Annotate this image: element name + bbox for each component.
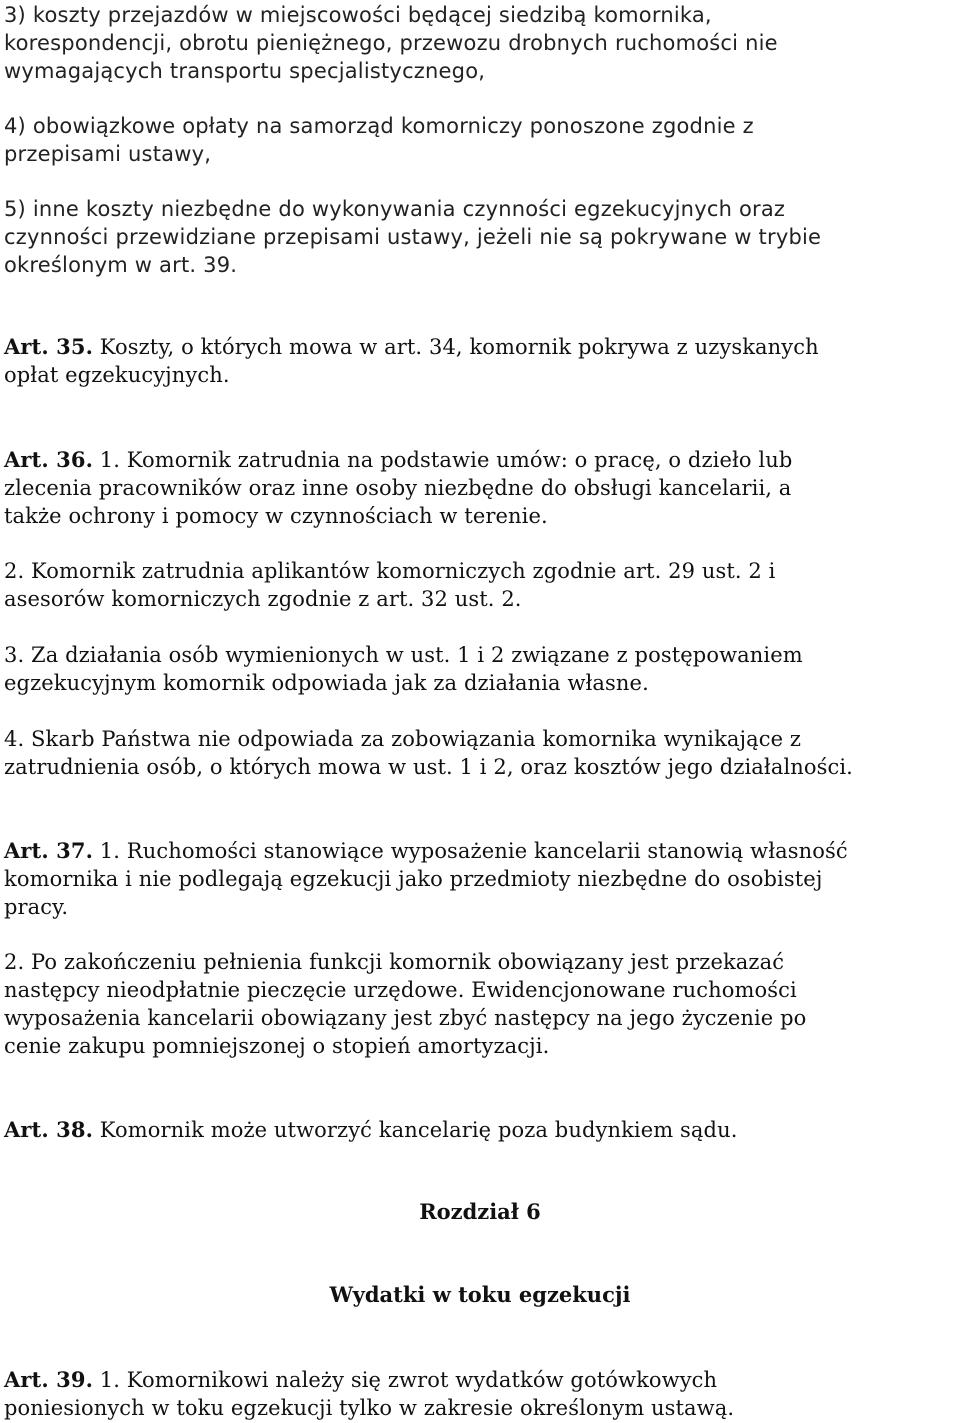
article-37-label: Art. 37. bbox=[4, 838, 94, 863]
article-38-label: Art. 38. bbox=[4, 1117, 94, 1142]
item-3-line-1: 3) koszty przejazdów w miejscowości będącej siedzibą komornika, bbox=[4, 3, 712, 27]
item-3-line-2: korespondencji, obrotu pieniężnego, przewozu drobnych ruchomości nie bbox=[4, 31, 778, 55]
article-36-s2-line-1: 2. Komornik zatrudnia aplikantów komorniczych zgodnie art. 29 ust. 2 i bbox=[4, 559, 776, 583]
article-36-s1-text-1: 1. Komornik zatrudnia na podstawie umów: o pracę, o dzieło lub bbox=[93, 448, 793, 472]
article-36-section-2 bbox=[4, 557, 775, 613]
item-4-line-1: 4) obowiązkowe opłaty na samorząd komorniczy ponoszone zgodnie z bbox=[4, 114, 754, 138]
item-5-line-2: czynności przewidziane przepisami ustawy, jeżeli nie są pokrywane w trybie bbox=[4, 225, 822, 249]
article-35 bbox=[4, 333, 819, 389]
article-39-line-1 bbox=[4, 1366, 734, 1394]
article-37-section-2 bbox=[4, 948, 806, 1060]
article-37-s1-text-1: 1. Ruchomości stanowiące wyposażenie kancelarii stanowią własność bbox=[93, 839, 848, 863]
item-5-line-1: 5) inne koszty niezbędne do wykonywania czynności egzekucyjnych oraz bbox=[4, 197, 786, 221]
article-38-text: Komornik może utworzyć kancelarię poza budynkiem sądu. bbox=[93, 1118, 738, 1142]
article-37-s1-line-2: komornika i nie podlegają egzekucji jako przedmioty niezbędne do osobistej bbox=[4, 867, 823, 891]
article-37-s2-line-1: 2. Po zakończeniu pełnienia funkcji komornik obowiązany jest przekazać bbox=[4, 950, 785, 974]
article-36-s3-line-2: egzekucyjnym komornik odpowiada jak za działania własne. bbox=[4, 671, 649, 695]
article-37-s2-line-4: cenie zakupu pomniejszonej o stopień amortyzacji. bbox=[4, 1034, 550, 1058]
article-37-section-1 bbox=[4, 837, 848, 921]
article-38-line-1 bbox=[4, 1116, 738, 1144]
item-3-line-3: wymagających transportu specjalistycznego, bbox=[4, 59, 486, 83]
article-37-line-1 bbox=[4, 837, 848, 865]
article-36-section-1 bbox=[4, 446, 792, 530]
article-38 bbox=[4, 1116, 738, 1144]
article-39-text-1: 1. Komornikowi należy się zwrot wydatków gotówkowych bbox=[93, 1368, 718, 1392]
chapter-title: Wydatki w toku egzekucji bbox=[329, 1282, 631, 1307]
article-36-s1-line-2: zlecenia pracowników oraz inne osoby niezbędne do obsługi kancelarii, a bbox=[4, 476, 792, 500]
article-39-line-2: poniesionych w toku egzekucji tylko w zakresie określonym ustawą. bbox=[4, 1396, 735, 1420]
article-36-label: Art. 36. bbox=[4, 447, 94, 472]
article-36-s3-line-1: 3. Za działania osób wymienionych w ust. 1 i 2 związane z postępowaniem bbox=[4, 643, 803, 667]
article-35-line-2: opłat egzekucyjnych. bbox=[4, 363, 230, 387]
chapter-number: Rozdział 6 bbox=[419, 1199, 541, 1224]
item-5 bbox=[4, 195, 821, 279]
article-36-s4-line-1: 4. Skarb Państwa nie odpowiada za zobowiązania komornika wynikające z bbox=[4, 727, 802, 751]
article-35-label: Art. 35. bbox=[4, 334, 94, 359]
article-36-s1-line-3: także ochrony i pomocy w czynnościach w terenie. bbox=[4, 504, 548, 528]
article-35-text-1: Koszty, o których mowa w art. 34, komornik pokrywa z uzyskanych bbox=[93, 335, 819, 359]
article-36-section-4 bbox=[4, 725, 853, 781]
article-37-s2-line-2: następcy nieodpłatnie pieczęcie urzędowe. Ewidencjonowane ruchomości bbox=[4, 978, 797, 1002]
article-37-s2-line-3: wyposażenia kancelarii obowiązany jest zbyć następcy na jego życzenie po bbox=[4, 1006, 807, 1030]
article-36-s4-line-2: zatrudnienia osób, o których mowa w ust. 1 i 2, oraz kosztów jego działalności. bbox=[4, 755, 853, 779]
item-4-line-2: przepisami ustawy, bbox=[4, 142, 212, 166]
article-36-line-1 bbox=[4, 446, 792, 474]
article-39 bbox=[4, 1366, 734, 1422]
article-35-line-1 bbox=[4, 333, 819, 361]
item-3 bbox=[4, 1, 778, 85]
article-36-section-3 bbox=[4, 641, 803, 697]
item-4 bbox=[4, 112, 754, 168]
item-5-line-3: określonym w art. 39. bbox=[4, 253, 238, 277]
article-36-s2-line-2: asesorów komorniczych zgodnie z art. 32 ust. 2. bbox=[4, 587, 522, 611]
article-37-s1-line-3: pracy. bbox=[4, 895, 69, 919]
article-39-label: Art. 39. bbox=[4, 1367, 94, 1392]
